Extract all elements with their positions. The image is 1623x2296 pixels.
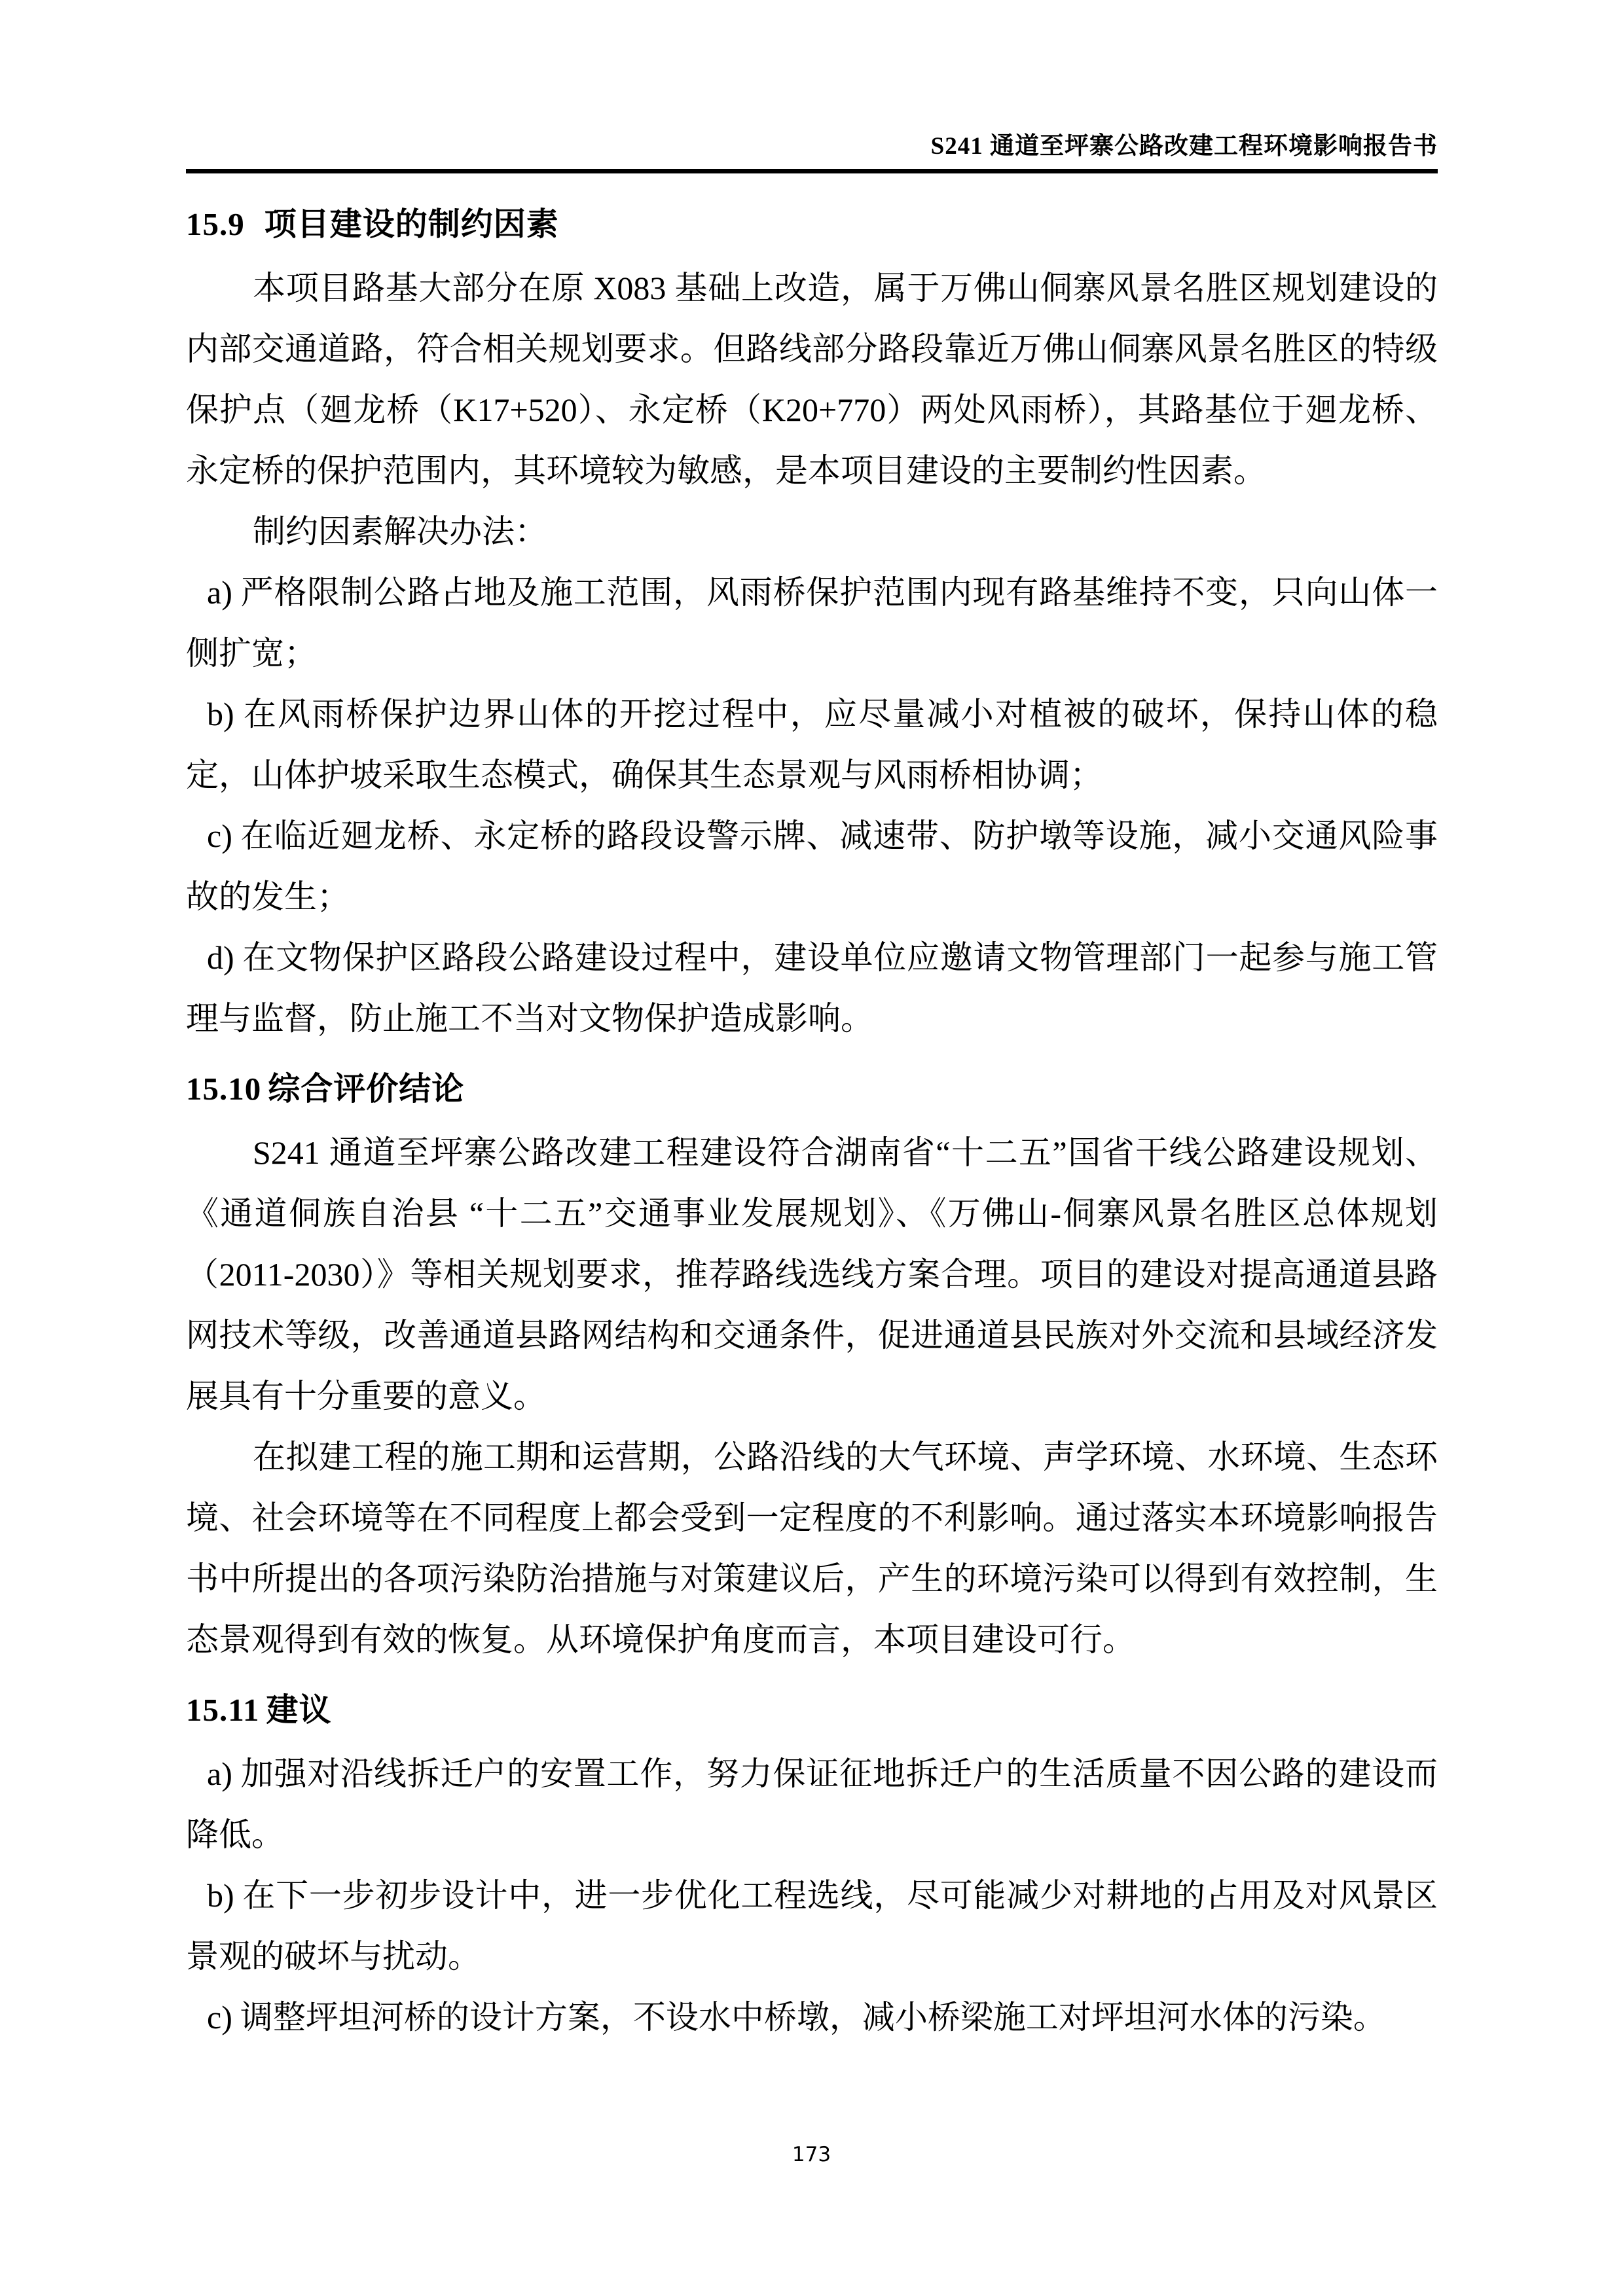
section-heading [186, 1679, 1438, 1741]
item-text: 在下一步初步设计中，进一步优化工程选线，尽可能减少对耕地的占用及对风景区景观的破坏与扰动。 [186, 1877, 1438, 1975]
page-number: 173 [792, 2143, 831, 2166]
section-number: 15.9 [186, 206, 245, 242]
header-title: S241 通道至坪寨公路改建工程环境影响报告书 [930, 133, 1438, 160]
item-text: 严格限制公路占地及施工范围，风雨桥保护范围内现有路基维持不变，只向山体一侧扩宽； [186, 574, 1438, 672]
section-heading [186, 194, 1438, 255]
item-label: c) [207, 1999, 232, 2036]
paragraph: S241 通道至坪寨公路改建工程建设符合湖南省“十二五”国省干线公路建设规划、《通道侗族自治县 “十二五”交通事业发展规划》、《万佛山-侗寨风景名胜区总体规划（2011-2030）》等相关规划要求，推荐路线选线方案合理。项目的建设对提高通道县路网技术等级，改善通道县路网结构和交通条件，促进通道县民族对外交流和县域经济发展具有十分重要的意义。 [186, 1134, 1438, 1414]
item-label: a) [207, 1755, 232, 1792]
list-item [186, 806, 1438, 927]
paragraph: 本项目路基大部分在原 X083 基础上改造，属于万佛山侗寨风景名胜区规划建设的内部交通道路，符合相关规划要求。但路线部分路段靠近万佛山侗寨风景名胜区的特级保护点（廻龙桥（K17+520）、永定桥（K20+770）两处风雨桥），其路基位于廻龙桥、永定桥的保护范围内，其环境较为敏感，是本项目建设的主要制约性因素。 [186, 270, 1438, 489]
item-label: c) [207, 817, 232, 854]
section-15-9 [186, 194, 1438, 1049]
section-heading [186, 1058, 1438, 1120]
item-text: 在文物保护区路段公路建设过程中，建设单位应邀请文物管理部门一起参与施工管理与监督，防止施工不当对文物保护造成影响。 [186, 939, 1438, 1037]
paragraph: 在拟建工程的施工期和运营期，公路沿线的大气环境、声学环境、水环境、生态环境、社会环境等在不同程度上都会受到一定程度的不利影响。通过落实本环境影响报告书中所提出的各项污染防治措施与对策建议后，产生的环境污染可以得到有效控制，生态景观得到有效的恢复。从环境保护角度而言，本项目建设可行。 [186, 1439, 1438, 1658]
list-item [186, 927, 1438, 1049]
page-footer [0, 2142, 1623, 2168]
list-item [186, 1744, 1438, 1865]
paragraph: 制约因素解决办法： [253, 513, 547, 550]
item-text: 在临近廻龙桥、永定桥的路段设警示牌、减速带、防护墩等设施，减小交通风险事故的发生； [186, 817, 1438, 915]
section-number: 15.10 [186, 1071, 262, 1107]
list-item [186, 1987, 1438, 2048]
section-number: 15.11 [186, 1692, 260, 1728]
section-title: 建议 [266, 1693, 332, 1728]
item-text: 加强对沿线拆迁户的安置工作，努力保证征地拆迁户的生活质量不因公路的建设而降低。 [186, 1755, 1438, 1853]
item-label: d) [207, 939, 234, 976]
item-text: 调整坪坦河桥的设计方案，不设水中桥墩，减小桥梁施工对坪坦河水体的污染。 [240, 1999, 1386, 2036]
document-body [186, 194, 1438, 2048]
item-label: b) [207, 1877, 234, 1914]
page-header [186, 131, 1438, 173]
section-title: 项目建设的制约因素 [264, 207, 559, 242]
item-text: 在风雨桥保护边界山体的开挖过程中，应尽量减小对植被的破坏，保持山体的稳定，山体护坡采取生态模式，确保其生态景观与风雨桥相协调； [186, 696, 1438, 793]
item-label: a) [207, 574, 232, 611]
section-title: 综合评价结论 [268, 1071, 465, 1107]
list-item [186, 1865, 1438, 1987]
list-item [186, 684, 1438, 806]
list-item [186, 562, 1438, 684]
section-15-10 [186, 1058, 1438, 1670]
item-label: b) [207, 696, 234, 732]
section-15-11 [186, 1679, 1438, 2048]
